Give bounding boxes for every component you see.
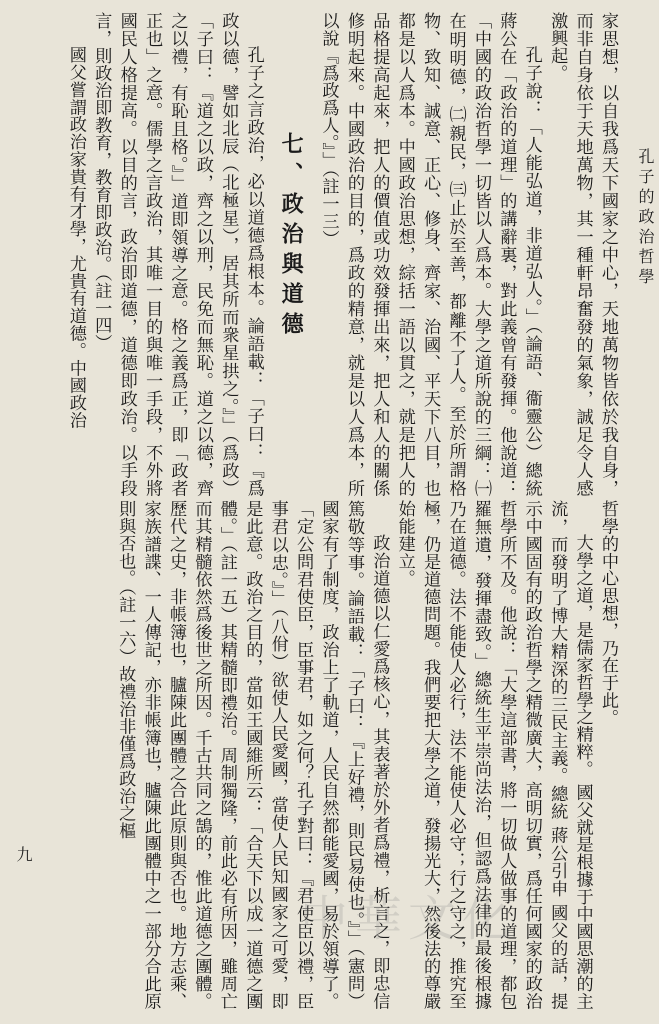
section-heading: 七、政治與道德: [278, 132, 305, 342]
paragraph: 孔子之言政治，必以道德爲根本。論語載：「子曰：『爲政以德，譬如北辰（北極星），居其所而衆星拱之。』」（爲政）「子曰：『道之以政，齊之以刑，民免而無恥。道之以德，齊之以禮，有恥且格。』」道即領導之意。格之義爲正，即「政者正也」之意。儒學之言政治，其唯一目的與唯一手段，不外將國民人格提高。以目的言，政治即道德，道德即政治。以手段言，則政治即教育，教育即政治。（註一四）: [91, 12, 264, 497]
running-header-title: 孔子的政治哲學: [636, 148, 655, 288]
paragraph: 國父嘗謂政治家貴有才學，尤貴有道德。中國政治: [65, 46, 86, 430]
paragraph: 孔子說：「人能弘道，非道弘人。」（論語、衞靈公）總統 蔣公在「政治的道理」的講辭裏，對此義曾有發揮。他說道：「中國的政治哲學一切皆以人爲本。大學之道所說的三綱：㈠在明明德，㈡親民，㈢止於至善，都離不了人。至於所謂格物、致知、誠意、正心、修身、齊家、治國、平天下八目，也都是以人爲本。中國政治思想，綜括一語以貫之，就是把人的品格提高起來，把人的價值或功效發揮出來，把人和人的關係修明起來。中國政治的目的，爲政的精意，就是以人爲本，所以說『爲政爲人。』」（註一三）: [318, 12, 542, 497]
watermark: 中華文化: [300, 891, 517, 947]
paragraph: 政治道德以仁愛爲核心，其表著於外者爲禮，析言之，即忠信篤敬等事。論語載：「子曰：『上好禮，則民易使也。』」（憲問）國家有了制度，政治上了軌道，人民自然都能愛國，易於領導了。「定公問君使臣，臣事君，如之何？孔子對曰：『君使臣以禮，臣事君以忠。』」（八佾）欲使人民愛國，當使人民知國家之可愛，即是此意。政治之目的，當如王國維所云：「合天下以成一道德之團體。」（註一五）其精髓即禮治。周制獨隆，前此必有所因，雖周亡而其精髓依然爲後世之所因。千古共同之鵠的，惟此道德之團體。歷代之史，非帳簿也，臚陳此團體之合此原則與否也。地方志乘、家族譜諜、一人傳記，亦非帳簿也，臚陳此團體中之一部分合此原則與否也。（註一六）故禮治非僅爲政治之樞: [115, 500, 390, 1010]
paragraph: 哲學的中心思想，乃在于此。: [598, 500, 618, 727]
page-number: 九: [14, 846, 33, 866]
paragraph: 家思想，以自我爲天下國家之中心，天地萬物皆依於我自身，而非自身依于天地萬物，其一種軒昂奮發的氣象，誠足令人感激興起。: [547, 12, 618, 497]
paragraph: 大學之道，是儒家哲學之精粹。 國父就是根據于中國思潮的主流，而發明了博大精深的三民主義。總統 蔣公引申 國父的話，提示中國固有的政治哲學之精微廣大，高明切實，爲任何國家的政治哲學所不及。他說：「大學這部書，將一切做人做事的道理，都包羅無遺，發揮盡致。」總統生平崇尚法治，但認爲法律的最後根據乃在道德。法不能使人必行，法不能使人必守；行之守之，推究至極，仍是道德問題。我們要把大學之道，發揚光大，然後法的尊嚴始能建立。: [394, 500, 593, 1010]
upper-text-block: [60, 12, 620, 497]
